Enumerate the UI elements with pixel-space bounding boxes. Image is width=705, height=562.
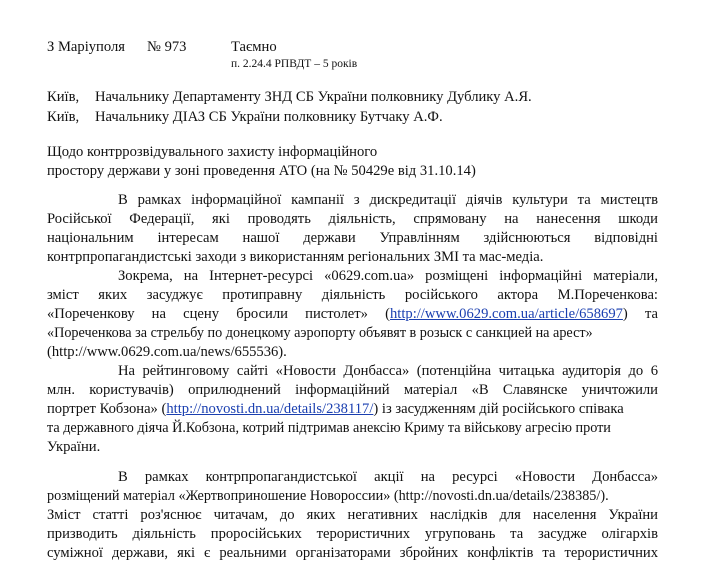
p1-line-2: Російської Федерації, які проводять діяльність, спрямовану на нанесення шкоди [47, 211, 658, 227]
secrecy-mark: Таємно [231, 39, 277, 55]
p3-line-2: млн. користувачів) оприлюднений інформаційний матеріал «В Славянске уничтожили [47, 382, 658, 398]
p3-line-3-tail: ) із засудженням дій російського співака [373, 401, 624, 417]
addressee-2: Начальнику ДІАЗ СБ України полковнику Бутчаку А.Ф. [95, 109, 443, 125]
p2-line-3-text: «Пореченкову на сцену бросили пистолет» ( [47, 306, 390, 322]
p4-line-3: Зміст статті роз'яснює читачам, до яких негативних наслідків для населення України [47, 507, 658, 523]
article-link-658697[interactable]: http://www.0629.com.ua/article/658697 [390, 306, 623, 322]
p2-line-2: зміст яких засуджує протиправну діяльність російського актора М.Пореченкова: [47, 287, 658, 303]
p4-line-4: призводить діяльність проросійських терористичних угруповань та засудже олігархів [47, 526, 658, 542]
p3-line-4: та державного діяча Й.Кобзона, котрий підтримав анексію Криму та військову агресію проти [47, 420, 611, 436]
p3-line-5: України. [47, 439, 101, 455]
subject-line-2: простору держави у зоні проведення АТО (на № 50429е від 31.10.14) [47, 163, 476, 179]
addressee-2-city: Київ, [47, 109, 80, 125]
p2-line-1: Зокрема, на Інтернет-ресурсі «0629.com.ua» розміщені інформаційні матеріали, [118, 268, 658, 284]
details-link-238117[interactable]: http://novosti.dn.ua/details/238117/ [166, 401, 374, 417]
p4-line-2: розміщений матеріал «Жертвоприношение Новороссии» (http://novosti.dn.ua/details/238385/). [47, 488, 609, 504]
p2-line-5: (http://www.0629.com.ua/news/655536). [47, 344, 287, 360]
p4-line-1: В рамках контрпропагандистської акції на ресурсі «Новости Донбасса» [118, 469, 658, 485]
p3-line-3-text: портрет Кобзона» ( [47, 401, 167, 417]
p2-line-4: «Пореченкова за стрельбу по донецкому аэропорту объявят в розыск с санкцией на арест» [47, 325, 593, 341]
p1-line-4: контрпропагандистські заходи з використанням регіональних ЗМІ та мас-медіа. [47, 249, 544, 265]
p3-line-3 [47, 400, 624, 418]
subject-line-1: Щодо контррозвідувального захисту інформаційного [47, 144, 378, 160]
p2-line-3 [47, 305, 658, 323]
document-number: № 973 [147, 39, 187, 55]
p1-line-1: В рамках інформаційної кампанії з дискредитації діячів культури та мистецтв [118, 192, 658, 208]
p3-line-1: На рейтинговому сайті «Новости Донбасса» (потенційна читацька аудиторія до 6 [118, 363, 658, 379]
secrecy-note: п. 2.24.4 РПВДТ – 5 років [231, 58, 358, 70]
addressee-1-city: Київ, [47, 89, 80, 105]
p2-line-3-tail: ) та [622, 306, 658, 322]
header-city: З Маріуполя [47, 39, 125, 55]
p4-line-5: суміжної держави, які є реальними організаторами збройних конфліктів та терористичних [47, 545, 658, 561]
p1-line-3: національним інтересам нашої держави Управлінням здійснюються відповідні [47, 230, 658, 246]
addressee-1: Начальнику Департаменту ЗНД СБ України полковнику Дублику А.Я. [95, 89, 532, 105]
